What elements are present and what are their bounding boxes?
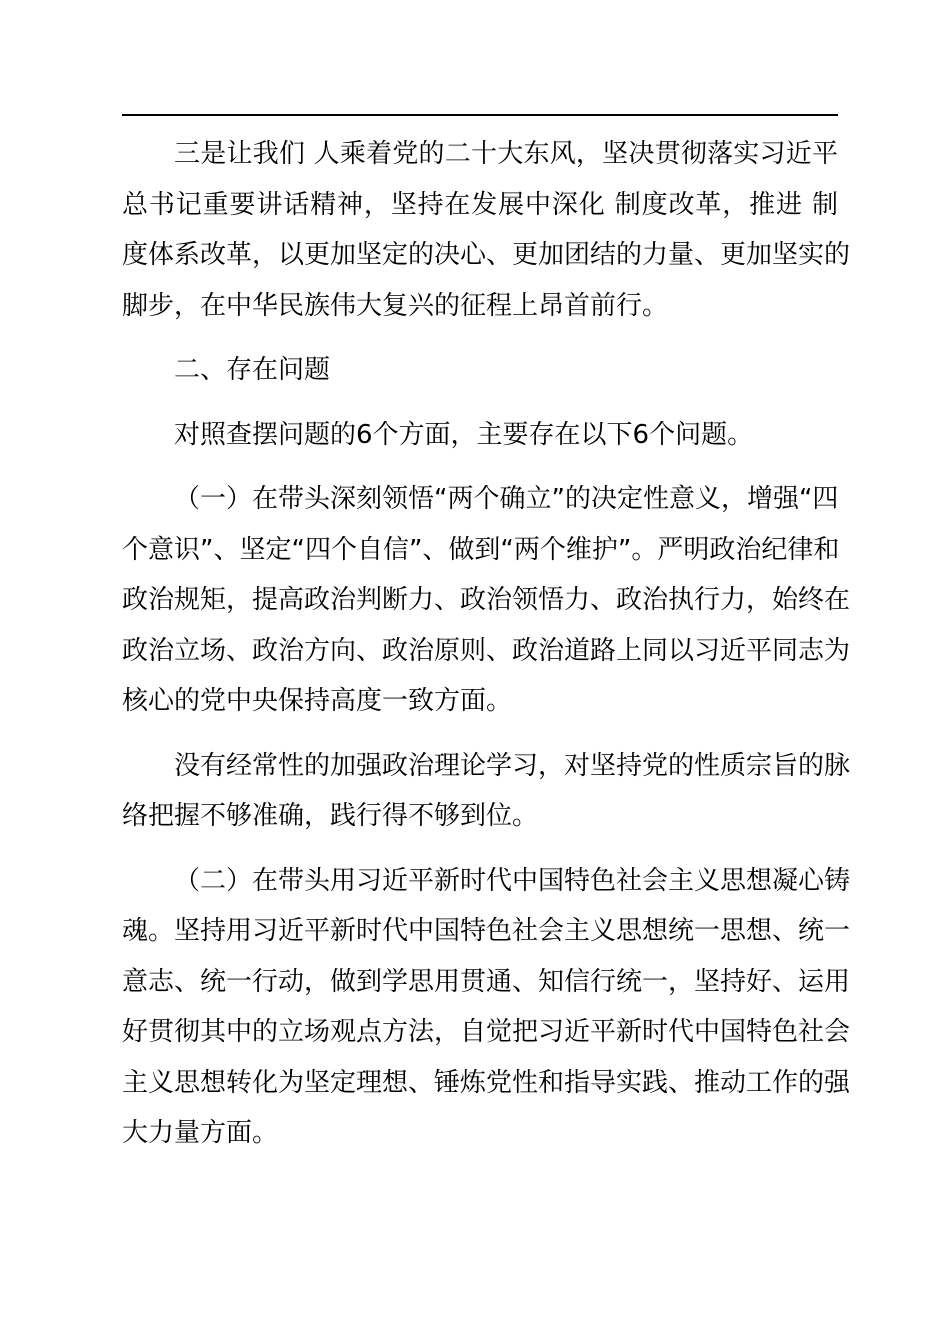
- paragraph-item-one: [122, 474, 851, 727]
- text-line: 意志、统一行动，做到学思用贯通、知信行统一，坚持好、运用: [122, 966, 851, 997]
- text-line: 脚步，在中华民族伟大复兴的征程上昂首前行。: [122, 290, 669, 321]
- paragraph-problem-one: [122, 741, 851, 842]
- text-line: 络把握不够准确，践行得不够到位。: [122, 801, 539, 831]
- paragraph-summary: 对照查摆问题的6个方面，主要存在以下6个问题。: [174, 419, 754, 450]
- paragraph-item-two: [122, 856, 851, 1159]
- section-heading: 二、存在问题: [174, 355, 331, 385]
- text-line: （二）在带头用习近平新时代中国特色社会主义思想凝心铸: [174, 865, 851, 896]
- text-line: 政治规矩，提高政治判断力、政治领悟力、政治执行力，始终在: [122, 585, 851, 615]
- text-line: 好贯彻其中的立场观点方法，自觉把习近平新时代中国特色社会: [122, 1017, 851, 1047]
- text-line: 总书记重要讲话精神，坚持在发展中深化 制度改革，推进 制: [122, 189, 838, 220]
- text-line: 核心的党中央保持高度一致方面。: [122, 686, 513, 716]
- text-line: 政治立场、政治方向、政治原则、政治道路上同以习近平同志为: [122, 635, 851, 666]
- paragraph-intro: [122, 129, 851, 331]
- text-line: 度体系改革，以更加坚定的决心、更加团结的力量、更加坚实的: [122, 240, 851, 270]
- header-rule: [122, 114, 838, 116]
- text-line: 大力量方面。: [122, 1118, 279, 1148]
- text-line: （一）在带头深刻领悟“两个确立”的决定性意义，增强“四: [174, 484, 839, 514]
- text-line: 三是让我们 人乘着党的二十大东风，坚决贯彻落实习近平: [174, 139, 838, 169]
- text-line: 主义思想转化为坚定理想、锤炼党性和指导实践、推动工作的强: [122, 1067, 851, 1098]
- text-line: 个意识”、坚定“四个自信”、做到“两个维护”。严明政治纪律和: [122, 534, 840, 565]
- document-body: [122, 129, 851, 1159]
- text-line: 没有经常性的加强政治理论学习，对坚持党的性质宗旨的脉: [174, 750, 851, 781]
- text-line: 魂。坚持用习近平新时代中国特色社会主义思想统一思想、统一: [122, 916, 851, 946]
